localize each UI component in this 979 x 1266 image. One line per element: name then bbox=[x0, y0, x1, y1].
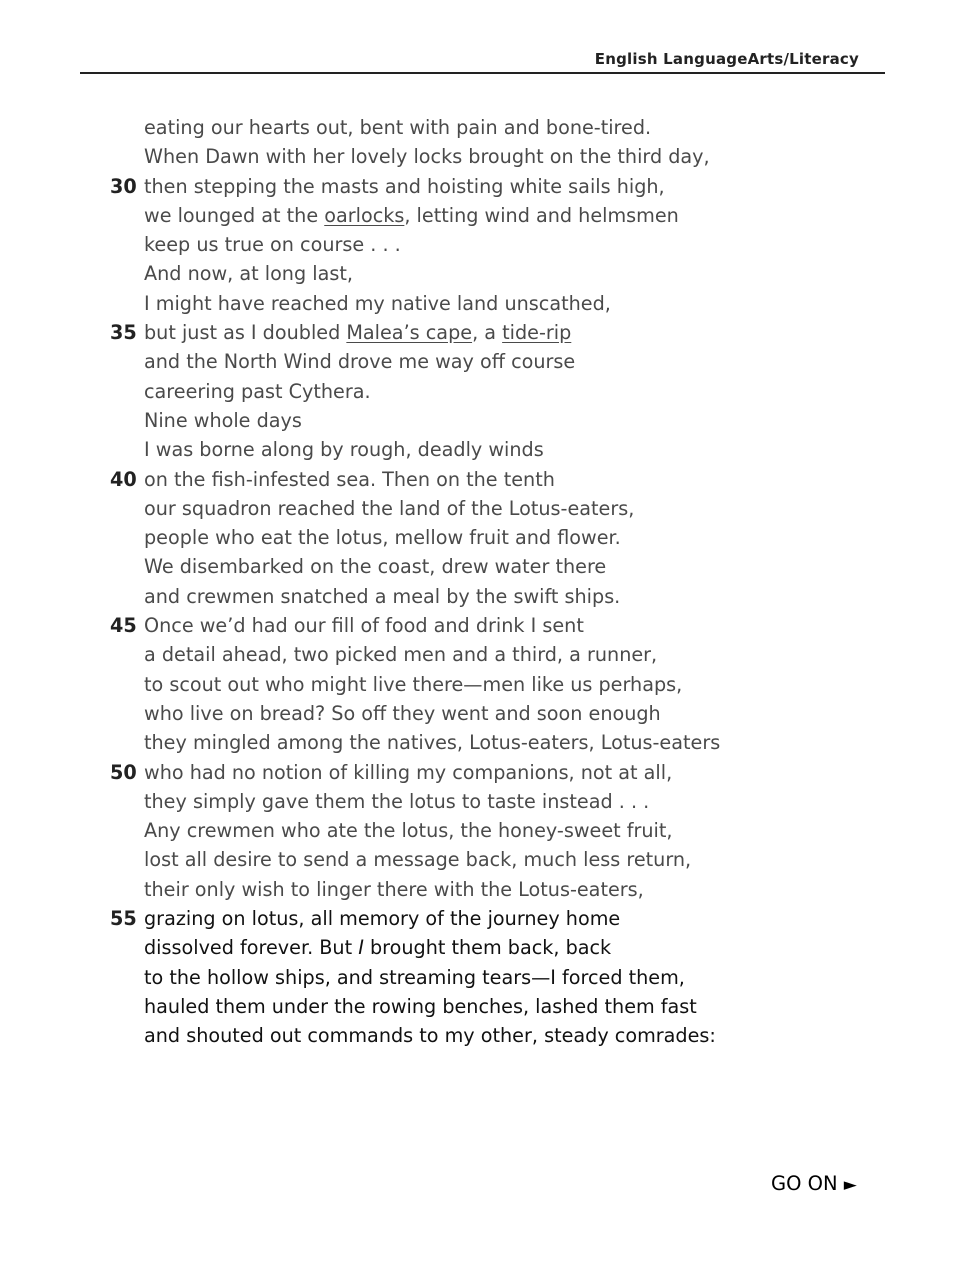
poem-line: When Dawn with her lovely locks brought on the third day, bbox=[144, 145, 710, 169]
go-on-label: GO ON bbox=[771, 1172, 838, 1195]
line-number: 45 bbox=[110, 614, 137, 638]
play-arrow-icon: ► bbox=[843, 1175, 857, 1195]
poem-line: 30 then stepping the masts and hoisting white sails high, bbox=[110, 172, 870, 201]
poem-line: who live on bread? So off they went and soon enough bbox=[144, 701, 661, 725]
poem-line: eating our hearts out, bent with pain and bone-tired. bbox=[144, 116, 652, 139]
glossary-term-oarlocks[interactable]: oarlocks bbox=[324, 203, 405, 227]
poem-line: we lounged at the oarlocks, letting wind and helmsmen bbox=[144, 203, 679, 227]
poem-line: they simply gave them the lotus to taste instead . . . bbox=[144, 789, 650, 813]
poem-line: dissolved forever. But I brought them back, back bbox=[144, 936, 612, 960]
line-number: 35 bbox=[110, 321, 137, 345]
line-number: 50 bbox=[110, 760, 137, 784]
poem-line: 55 grazing on lotus, all memory of the journey home bbox=[110, 904, 870, 933]
poem-line: Nine whole days bbox=[144, 408, 302, 432]
poem-line: We disembarked on the coast, drew water there bbox=[144, 555, 607, 579]
poem-line: And now, at long last, bbox=[144, 262, 353, 286]
line-number: 55 bbox=[110, 907, 137, 931]
poem-line: 40 on the fish-infested sea. Then on the tenth bbox=[110, 465, 870, 494]
poem-line: their only wish to linger there with the Lotus-eaters, bbox=[144, 877, 644, 901]
poem-line: to the hollow ships, and streaming tears—I forced them, bbox=[144, 965, 685, 989]
line-number: 30 bbox=[110, 174, 137, 198]
poem-line: they mingled among the natives, Lotus-eaters, Lotus-eaters bbox=[144, 731, 721, 755]
go-on-button[interactable] bbox=[771, 1172, 857, 1195]
emphasis: I bbox=[358, 936, 364, 960]
poem-line: and shouted out commands to my other, steady comrades: bbox=[144, 1024, 716, 1048]
poem-line: careering past Cythera. bbox=[144, 379, 371, 403]
poem-line: I might have reached my native land unscathed, bbox=[144, 291, 611, 315]
glossary-term-malea-cape[interactable]: Malea’s cape bbox=[346, 321, 473, 345]
poem-line: 35 but just as I doubled Malea’s cape, a tide-rip bbox=[110, 318, 870, 347]
poem-line: people who eat the lotus, mellow fruit and flower. bbox=[144, 526, 621, 550]
poem-passage bbox=[110, 113, 870, 1051]
poem-line: 45 Once we’d had our fill of food and drink I sent bbox=[110, 611, 870, 640]
poem-line: I was borne along by rough, deadly winds bbox=[144, 438, 544, 462]
poem-line: a detail ahead, two picked men and a third, a runner, bbox=[144, 643, 658, 667]
poem-line: our squadron reached the land of the Lotus-eaters, bbox=[144, 496, 635, 520]
subject-title: English LanguageArts/Literacy bbox=[594, 50, 859, 68]
poem-line: Any crewmen who ate the lotus, the honey-sweet fruit, bbox=[144, 819, 673, 843]
poem-line: to scout out who might live there—men like us perhaps, bbox=[144, 672, 683, 696]
line-number: 40 bbox=[110, 467, 137, 491]
poem-line: lost all desire to send a message back, much less return, bbox=[144, 848, 692, 872]
poem-line: keep us true on course . . . bbox=[144, 233, 401, 257]
page-header bbox=[80, 48, 885, 74]
poem-line: 50 who had no notion of killing my companions, not at all, bbox=[110, 758, 870, 787]
poem-line: hauled them under the rowing benches, lashed them fast bbox=[144, 994, 697, 1018]
poem-line: and the North Wind drove me way off course bbox=[144, 350, 576, 374]
poem-line: and crewmen snatched a meal by the swift ships. bbox=[144, 584, 621, 608]
glossary-term-tide-rip[interactable]: tide-rip bbox=[502, 321, 572, 345]
